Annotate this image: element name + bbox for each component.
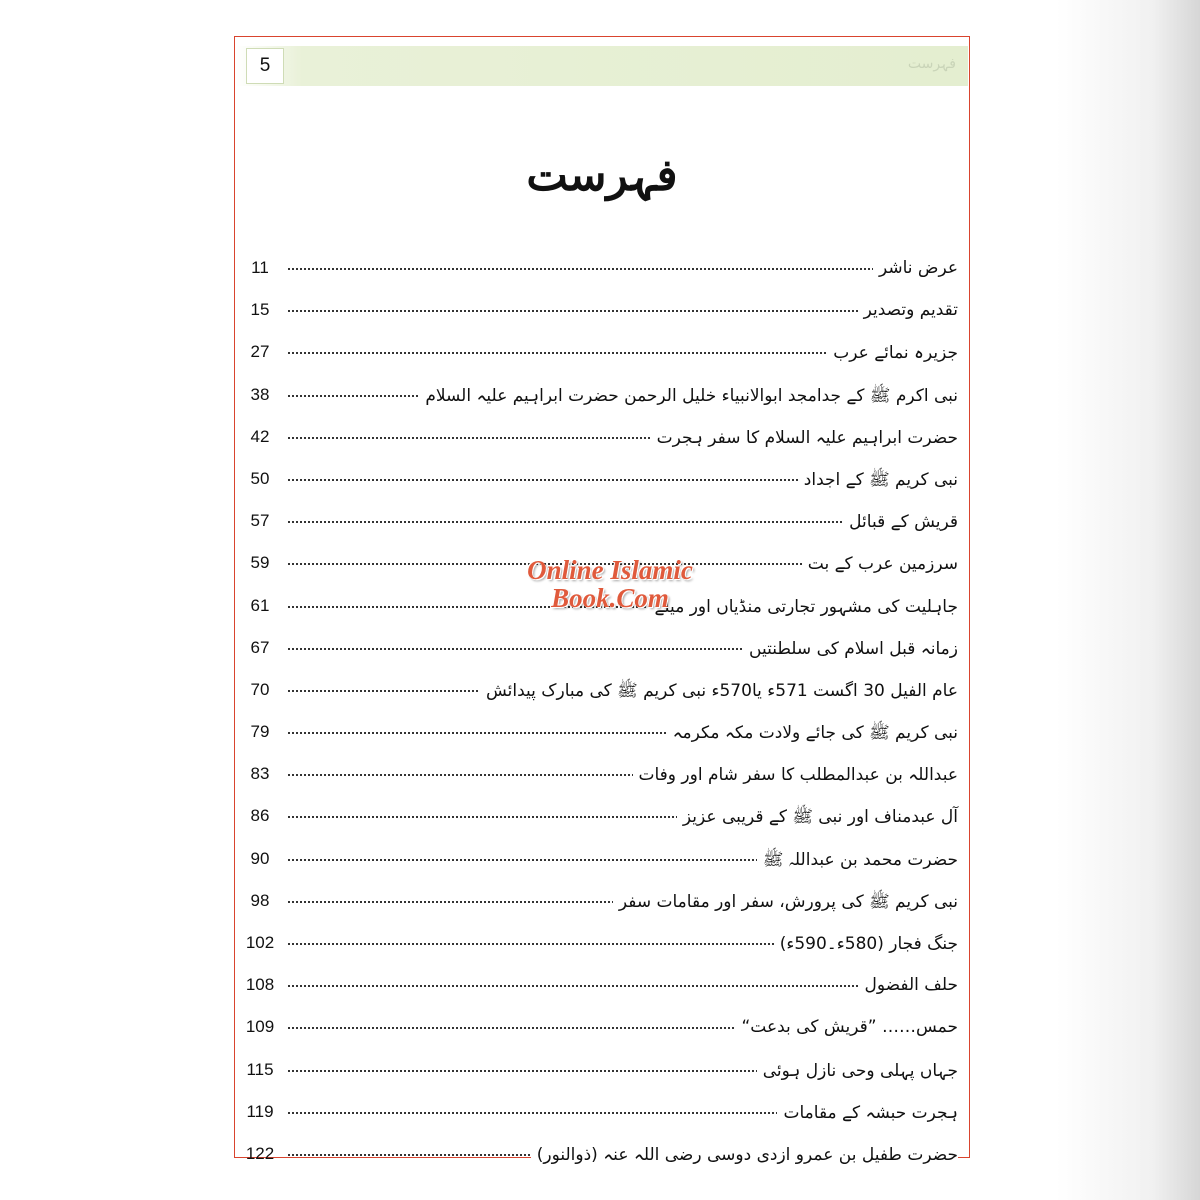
toc-entry-page: 86 <box>250 806 270 826</box>
toc-entry <box>236 1011 958 1053</box>
toc-entry-title: حلف الفضول <box>858 975 958 995</box>
toc-entry <box>236 1096 958 1138</box>
toc-entry-page: 109 <box>245 1017 275 1037</box>
toc-entry-title: حضرت محمد بن عبداللہ ﷺ <box>757 849 958 874</box>
toc-entry-page: 102 <box>245 933 275 952</box>
toc-entry-title: حمس…… ”قریش کی بدعت“ <box>735 1017 958 1037</box>
toc-entry <box>236 463 958 505</box>
toc-entry-title: آل عبدمناف اور نبی ﷺ کے قریبی عزیز <box>677 806 958 831</box>
toc-entry-title: سرزمین عرب کے بت <box>802 553 958 574</box>
running-title: فہرست <box>907 56 956 72</box>
toc-entry-page: 27 <box>250 342 270 362</box>
watermark <box>520 556 700 612</box>
toc-entry-page: 50 <box>250 468 270 488</box>
page-number: 5 <box>246 48 284 84</box>
toc-entry <box>236 336 958 378</box>
toc-entry <box>236 1138 958 1180</box>
toc-entry-title: عرض ناشر <box>873 258 958 278</box>
toc-entry-title: جنگ فجار (580ء۔590ء) <box>774 933 958 954</box>
toc-entry-title: حضرت طفیل بن عمرو ازدی دوسی رضی اللہ عنہ (ذوالنور) <box>531 1144 958 1165</box>
toc-entry-title: حضرت ابراہیم علیہ السلام کا سفر ہجرت <box>651 427 958 448</box>
toc-entry-page: 79 <box>250 722 270 742</box>
toc-entry-title: زمانہ قبل اسلام کی سلطنتیں <box>743 638 958 659</box>
toc-entry-page: 38 <box>250 384 270 404</box>
toc-entry-title: جاہلیت کی مشہور تجارتی منڈیاں اور میلے <box>648 596 958 617</box>
toc-entry-page: 122 <box>245 1143 275 1163</box>
toc-entry-page: 98 <box>250 890 270 910</box>
watermark-line: Online Islamic <box>527 555 693 585</box>
toc-entry-page: 15 <box>250 300 270 320</box>
toc-entry-title: نبی کریم ﷺ کی پرورش، سفر اور مقامات سفر <box>613 891 958 916</box>
toc-entry-title: تقدیم وتصدیر <box>858 300 958 320</box>
toc-entry-title: ہجرت حبشہ کے مقامات <box>777 1102 958 1123</box>
toc-entry <box>236 969 958 1011</box>
toc-entry-title: جہاں پہلی وحی نازل ہوئی <box>757 1060 958 1081</box>
toc-entry <box>236 843 958 885</box>
toc-entry <box>236 800 958 842</box>
toc-entry-page: 70 <box>250 679 270 699</box>
dot-leader <box>288 268 958 270</box>
toc-entry <box>236 252 958 294</box>
toc-entry-title: نبی اکرم ﷺ کے جدامجد ابوالانبیاء خلیل الرحمن حضرت ابراہیم علیہ السلام <box>419 385 958 410</box>
toc-entry-page: 11 <box>251 258 269 277</box>
toc-entry <box>236 716 958 758</box>
toc-entry-title: نبی کریم ﷺ کی جائے ولادت مکہ مکرمہ <box>667 722 958 747</box>
header-band <box>236 46 968 86</box>
toc-entry-page: 61 <box>250 595 270 615</box>
toc-entry-page: 42 <box>250 426 270 446</box>
toc-entry <box>236 674 958 716</box>
toc-entry-title: نبی کریم ﷺ کے اجداد <box>798 469 958 494</box>
toc-entry <box>236 632 958 674</box>
toc-entry-page: 57 <box>250 511 270 531</box>
toc-entry-title: عام الفیل 30 اگست 571ء یا570ء نبی کریم ﷺ کی مبارک پیدائش <box>480 680 958 705</box>
table-of-contents <box>236 252 958 1180</box>
toc-entry <box>236 927 958 969</box>
toc-entry-page: 119 <box>246 1101 274 1121</box>
toc-entry-page: 90 <box>250 848 270 868</box>
toc-entry <box>236 885 958 927</box>
toc-entry <box>236 758 958 800</box>
toc-entry <box>236 421 958 463</box>
toc-entry-page: 115 <box>246 1059 274 1079</box>
toc-entry-title: جزیرہ نمائے عرب <box>827 342 958 363</box>
toc-entry-page: 83 <box>250 764 270 784</box>
toc-entry <box>236 505 958 547</box>
toc-entry-title: عبداللہ بن عبدالمطلب کا سفر شام اور وفات <box>633 764 959 785</box>
toc-entry-title: قریش کے قبائل <box>843 511 958 532</box>
toc-entry-page: 67 <box>250 637 270 657</box>
toc-entry <box>236 379 958 421</box>
toc-entry-page: 108 <box>245 975 275 995</box>
toc-entry <box>236 294 958 336</box>
toc-entry <box>236 1054 958 1096</box>
page-title: فہرست <box>526 150 678 201</box>
watermark-line: Book.Com <box>551 583 669 613</box>
toc-entry-page: 59 <box>250 553 270 573</box>
